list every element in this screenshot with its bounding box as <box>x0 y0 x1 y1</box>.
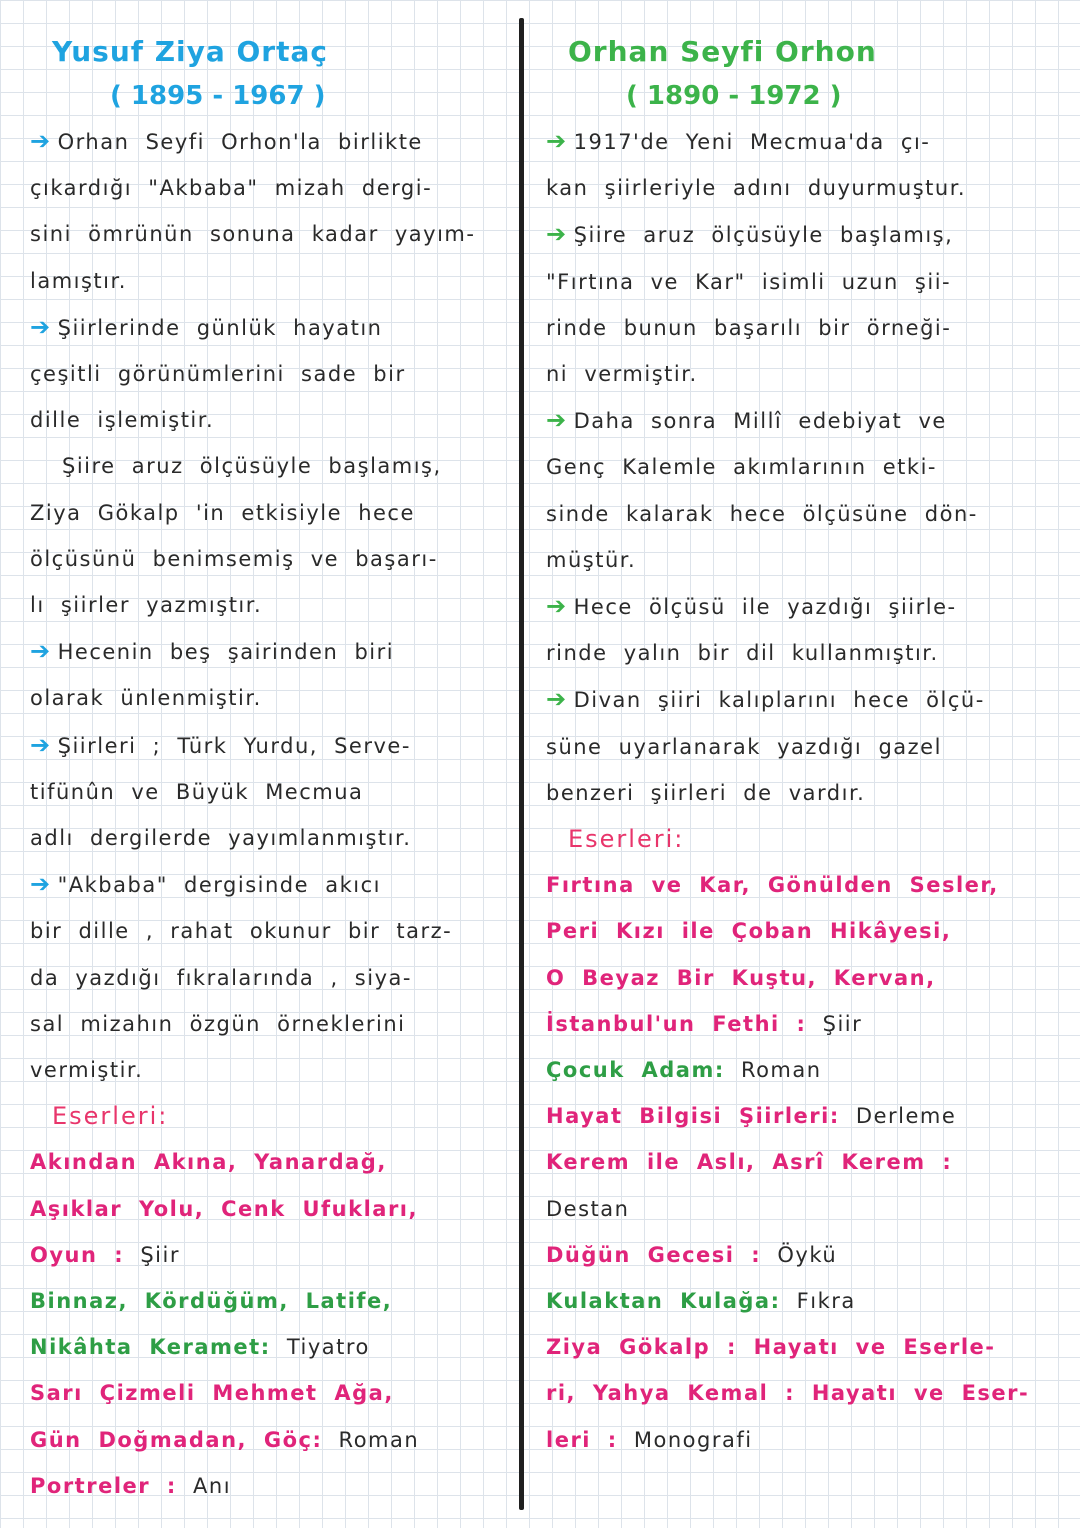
left-title: Yusuf Ziya Ortaç <box>52 35 328 68</box>
work-line: Akından Akına, Yanardağ, <box>30 1150 387 1175</box>
work-line: Nikâhta Keramet: Tiyatro <box>30 1335 370 1360</box>
work-line: Sarı Çizmeli Mehmet Ağa, <box>30 1381 394 1406</box>
text-line: olarak ünlenmiştir. <box>30 686 262 711</box>
text-line: ➔ "Akbaba" dergisinde akıcı <box>30 870 381 899</box>
text-line: ni vermiştir. <box>546 362 698 387</box>
work-line: Aşıklar Yolu, Cenk Ufukları, <box>30 1196 418 1221</box>
text-line: ➔ Orhan Seyfi Orhon'la birlikte <box>30 127 423 155</box>
text-line: çeşitli görünümlerini sade bir <box>30 362 406 387</box>
arrow-right-icon: ➔ <box>30 730 52 759</box>
work-line: Fırtına ve Kar, Gönülden Sesler, <box>546 873 999 898</box>
text-line: ➔ Daha sonra Millî edebiyat ve <box>546 406 947 435</box>
text-line: ➔ Şiire aruz ölçüsüyle başlamış, <box>546 220 954 249</box>
text-line: Ziya Gökalp 'in etkisiyle hece <box>30 500 415 525</box>
work-line: Çocuk Adam: Roman <box>546 1058 822 1083</box>
work-line: İstanbul'un Fethi : Şiir <box>546 1011 863 1036</box>
arrow-right-icon: ➔ <box>30 637 52 666</box>
right-dates: ( 1890 - 1972 ) <box>626 81 842 111</box>
text-line: ➔ Divan şiiri kalıplarını hece ölçü- <box>546 685 985 714</box>
work-line: Ziya Gökalp : Hayatı ve Eserle- <box>546 1335 996 1360</box>
text-line: da yazdığı fıkralarında , siya- <box>30 965 412 990</box>
text-line: Şiire aruz ölçüsüyle başlamış, <box>62 454 442 479</box>
left-dates: ( 1895 - 1967 ) <box>110 81 326 111</box>
work-line: leri : Monografi <box>546 1427 753 1452</box>
text-line: benzeri şiirleri de vardır. <box>546 780 866 805</box>
text-line: sini ömrünün sonuna kadar yayım- <box>30 222 476 247</box>
arrow-right-icon: ➔ <box>30 312 52 341</box>
text-line: adlı dergilerde yayımlanmıştır. <box>30 826 412 851</box>
work-line: ri, Yahya Kemal : Hayatı ve Eser- <box>546 1381 1030 1406</box>
works-heading: Eserleri: <box>568 825 685 854</box>
work-line: Portreler : Anı <box>30 1473 232 1498</box>
work-line: Hayat Bilgisi Şiirleri: Derleme <box>546 1104 957 1129</box>
work-line: Peri Kızı ile Çoban Hikâyesi, <box>546 919 952 944</box>
text-line: lamıştır. <box>30 268 127 293</box>
work-line: Gün Doğmadan, Göç: Roman <box>30 1427 420 1452</box>
right-column <box>546 30 1046 1463</box>
text-line: ➔ Hece ölçüsü ile yazdığı şiirle- <box>546 592 957 621</box>
text-line: ➔ Şiirleri ; Türk Yurdu, Serve- <box>30 730 411 759</box>
text-line: sinde kalarak hece ölçüsüne dön- <box>546 501 978 526</box>
text-line: çıkardığı "Akbaba" mizah dergi- <box>30 176 433 201</box>
text-line: dille işlemiştir. <box>30 408 215 433</box>
text-line: sal mizahın özgün örneklerini <box>30 1011 406 1036</box>
text-line: müştür. <box>546 547 637 572</box>
text-line: lı şiirler yazmıştır. <box>30 593 263 618</box>
text-line: süne uyarlanarak yazdığı gazel <box>546 734 942 759</box>
text-line: tifünûn ve Büyük Mecmua <box>30 779 364 804</box>
text-line: ➔ Şiirlerinde günlük hayatın <box>30 312 383 341</box>
text-line: "Fırtına ve Kar" isimli uzun şii- <box>546 269 952 294</box>
text-line: ➔ Hecenin beş şairinden biri <box>30 637 395 666</box>
text-line: Genç Kalemle akımlarının etki- <box>546 455 937 480</box>
works-heading: Eserleri: <box>52 1102 169 1131</box>
arrow-right-icon: ➔ <box>546 685 568 714</box>
arrow-right-icon: ➔ <box>30 870 52 899</box>
work-line: O Beyaz Bir Kuştu, Kervan, <box>546 965 936 990</box>
text-line: bir dille , rahat okunur bir tarz- <box>30 919 453 944</box>
arrow-right-icon: ➔ <box>546 127 568 155</box>
arrow-right-icon: ➔ <box>30 127 52 155</box>
text-line: rinde yalın bir dil kullanmıştır. <box>546 641 939 666</box>
work-line: Destan <box>546 1196 630 1221</box>
text-line: ölçüsünü benimsemiş ve başarı- <box>30 546 438 571</box>
right-title: Orhan Seyfi Orhon <box>568 35 877 68</box>
left-column <box>30 30 508 1509</box>
text-line: ➔ 1917'de Yeni Mecmua'da çı- <box>546 127 931 155</box>
work-line: Kulaktan Kulağa: Fıkra <box>546 1289 856 1314</box>
work-line: Binnaz, Kördüğüm, Latife, <box>30 1289 393 1314</box>
text-line: kan şiirleriyle adını duyurmuştur. <box>546 176 967 201</box>
work-line: Düğün Gecesi : Öykü <box>546 1242 838 1267</box>
work-line: Oyun : Şiir <box>30 1242 180 1267</box>
arrow-right-icon: ➔ <box>546 220 568 249</box>
arrow-right-icon: ➔ <box>546 406 568 435</box>
column-divider <box>519 18 524 1510</box>
text-line: rinde bunun başarılı bir örneği- <box>546 315 952 340</box>
arrow-right-icon: ➔ <box>546 592 568 621</box>
text-line: vermiştir. <box>30 1058 144 1083</box>
work-line: Kerem ile Aslı, Asrî Kerem : <box>546 1150 953 1175</box>
